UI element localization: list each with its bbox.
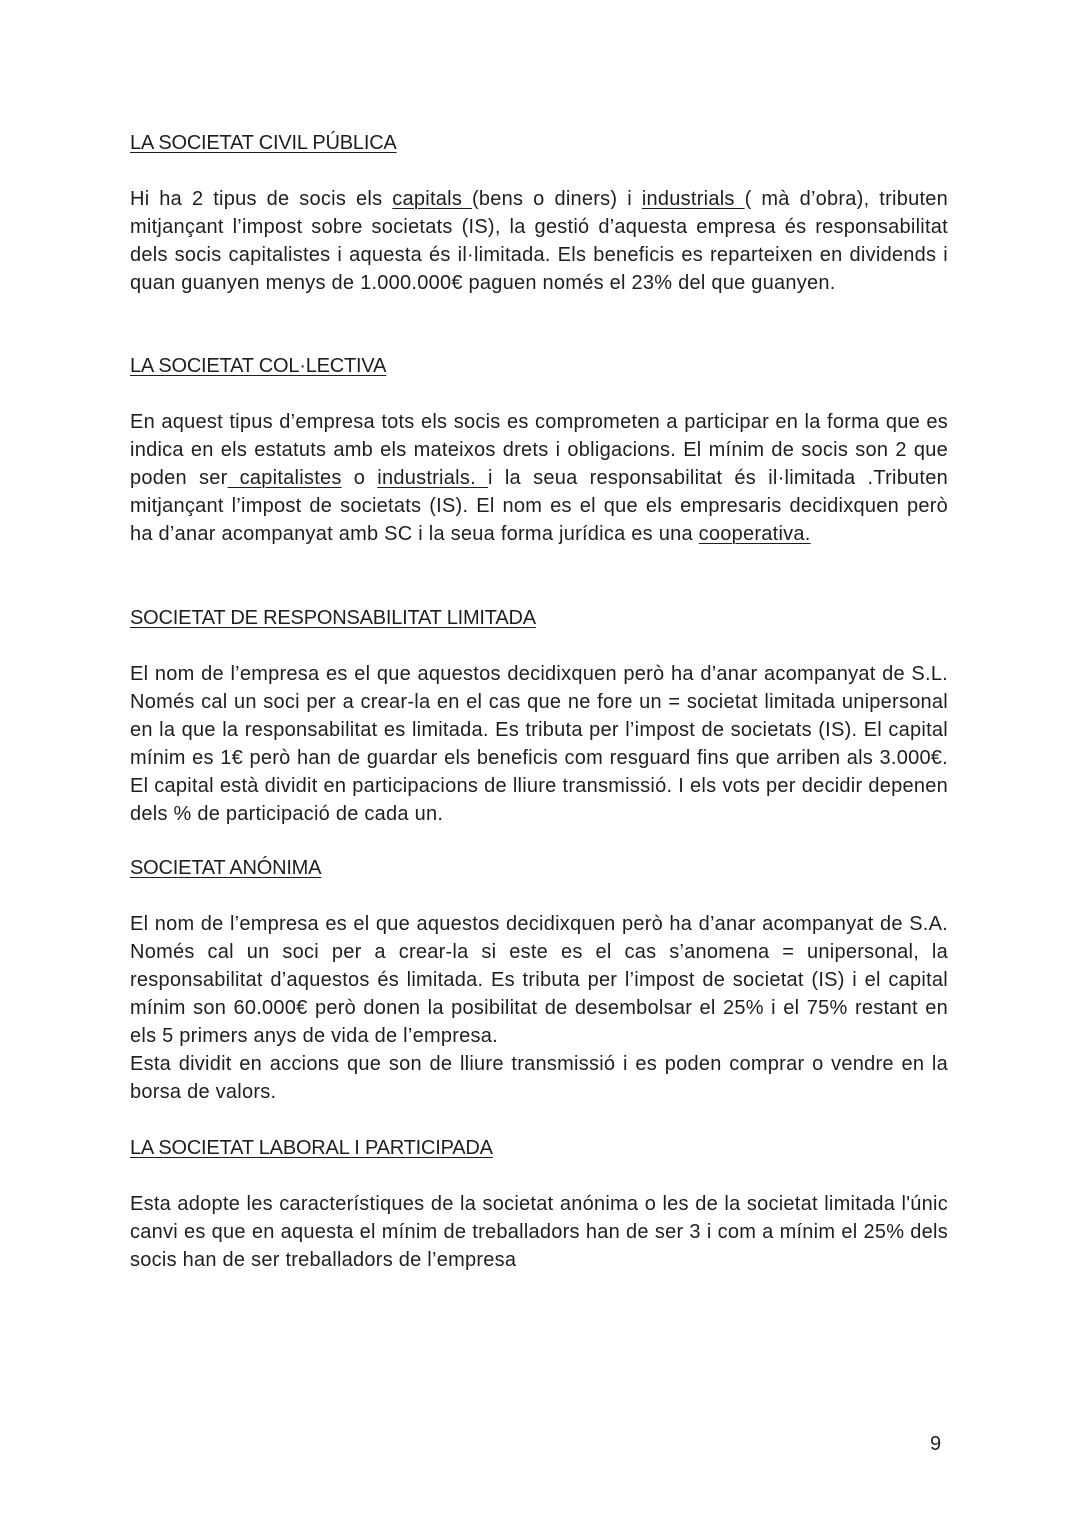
section-paragraph — [130, 185, 948, 297]
text: ( mà d’obra), tributen mitjançant l’impost sobre societats (IS), la gestió d’aquesta empresa és responsabilitat dels socis capitalistes i aquesta és il·limitada. Els beneficis es reparteixen en dividends i quan guanyen menys de 1.000.000€ paguen només el 23% del que guanyen. — [130, 188, 949, 294]
page-number: 9 — [930, 1433, 942, 1455]
underlined-term: industrials — [641, 188, 745, 210]
section-heading: LA SOCIETAT CIVIL PÚBLICA — [130, 132, 397, 154]
section-heading: SOCIETAT DE RESPONSABILITAT LIMITADA — [130, 607, 536, 629]
section-heading: LA SOCIETAT LABORAL I PARTICIPADA — [130, 1137, 493, 1159]
underlined-term: capitalistes — [227, 467, 342, 489]
underlined-term: capitals — [392, 188, 472, 210]
section-paragraph: Esta dividit en accions que son de lliure transmissió i es poden comprar o vendre en la borsa de valors. — [130, 1053, 948, 1103]
text: i la seua responsabilitat és il·limitada .Tributen mitjançant l’impost de societats (IS). El nom es el que els empresaris decidixquen però ha d’anar acompanyat amb SC i la seua forma jurídica es una — [130, 467, 948, 545]
section-paragraph: Esta adopte les característiques de la societat anónima o les de la societat limitada l'únic canvi es que en aquesta el mínim de treballadors han de ser 3 i com a mínim el 25% dels socis han de ser treballadors de l’empresa — [130, 1193, 948, 1271]
text: (bens o diners) i — [471, 188, 642, 210]
section-paragraph: El nom de l’empresa es el que aquestos decidixquen però ha d’anar acompanyat de S.A. Només cal un soci per a crear-la si este es el cas s’anomena = unipersonal, la responsabilitat d’aquestos és limitada. Es tributa per l’impost de societat (IS) i el capital mínim son 60.000€ però donen la posibilitat de desembolsar el 25% i el 75% restant en els 5 primers anys de vida de l’empresa. — [130, 913, 948, 1047]
section-societat-civil — [130, 129, 948, 297]
section-societat-collectiva — [130, 352, 948, 548]
section-heading: LA SOCIETAT COL·LECTIVA — [130, 355, 387, 377]
section-societat-anonima — [130, 854, 948, 1106]
underlined-term: industrials. — [377, 467, 489, 489]
section-paragraph: El nom de l’empresa es el que aquestos decidixquen però ha d’anar acompanyat de S.L. Només cal un soci per a crear-la en el cas que ne fore un = societat limitada unipersonal en la que la responsabilitat es limitada. Es tributa per l’impost de societats (IS). El capital mínim es 1€ però han de guardar els beneficis com resguard fins que arriben als 3.000€. El capital està dividit en participacions de lliure transmissió. I els vots per decidir depenen dels % de participació de cada un. — [130, 663, 948, 825]
section-paragraph — [130, 408, 948, 548]
text: En aquest tipus d’empresa tots els socis es comprometen a participar en la forma que es indica en els estatuts amb els mateixos drets i obligacions. El mínim de socis son 2 que poden ser — [130, 411, 948, 489]
text: Hi ha 2 tipus de socis els — [130, 188, 393, 210]
section-societat-laboral — [130, 1134, 948, 1274]
section-societat-limitada — [130, 604, 948, 828]
text: o — [341, 467, 378, 489]
underlined-term: cooperativa. — [698, 523, 811, 545]
section-heading: SOCIETAT ANÓNIMA — [130, 857, 322, 879]
